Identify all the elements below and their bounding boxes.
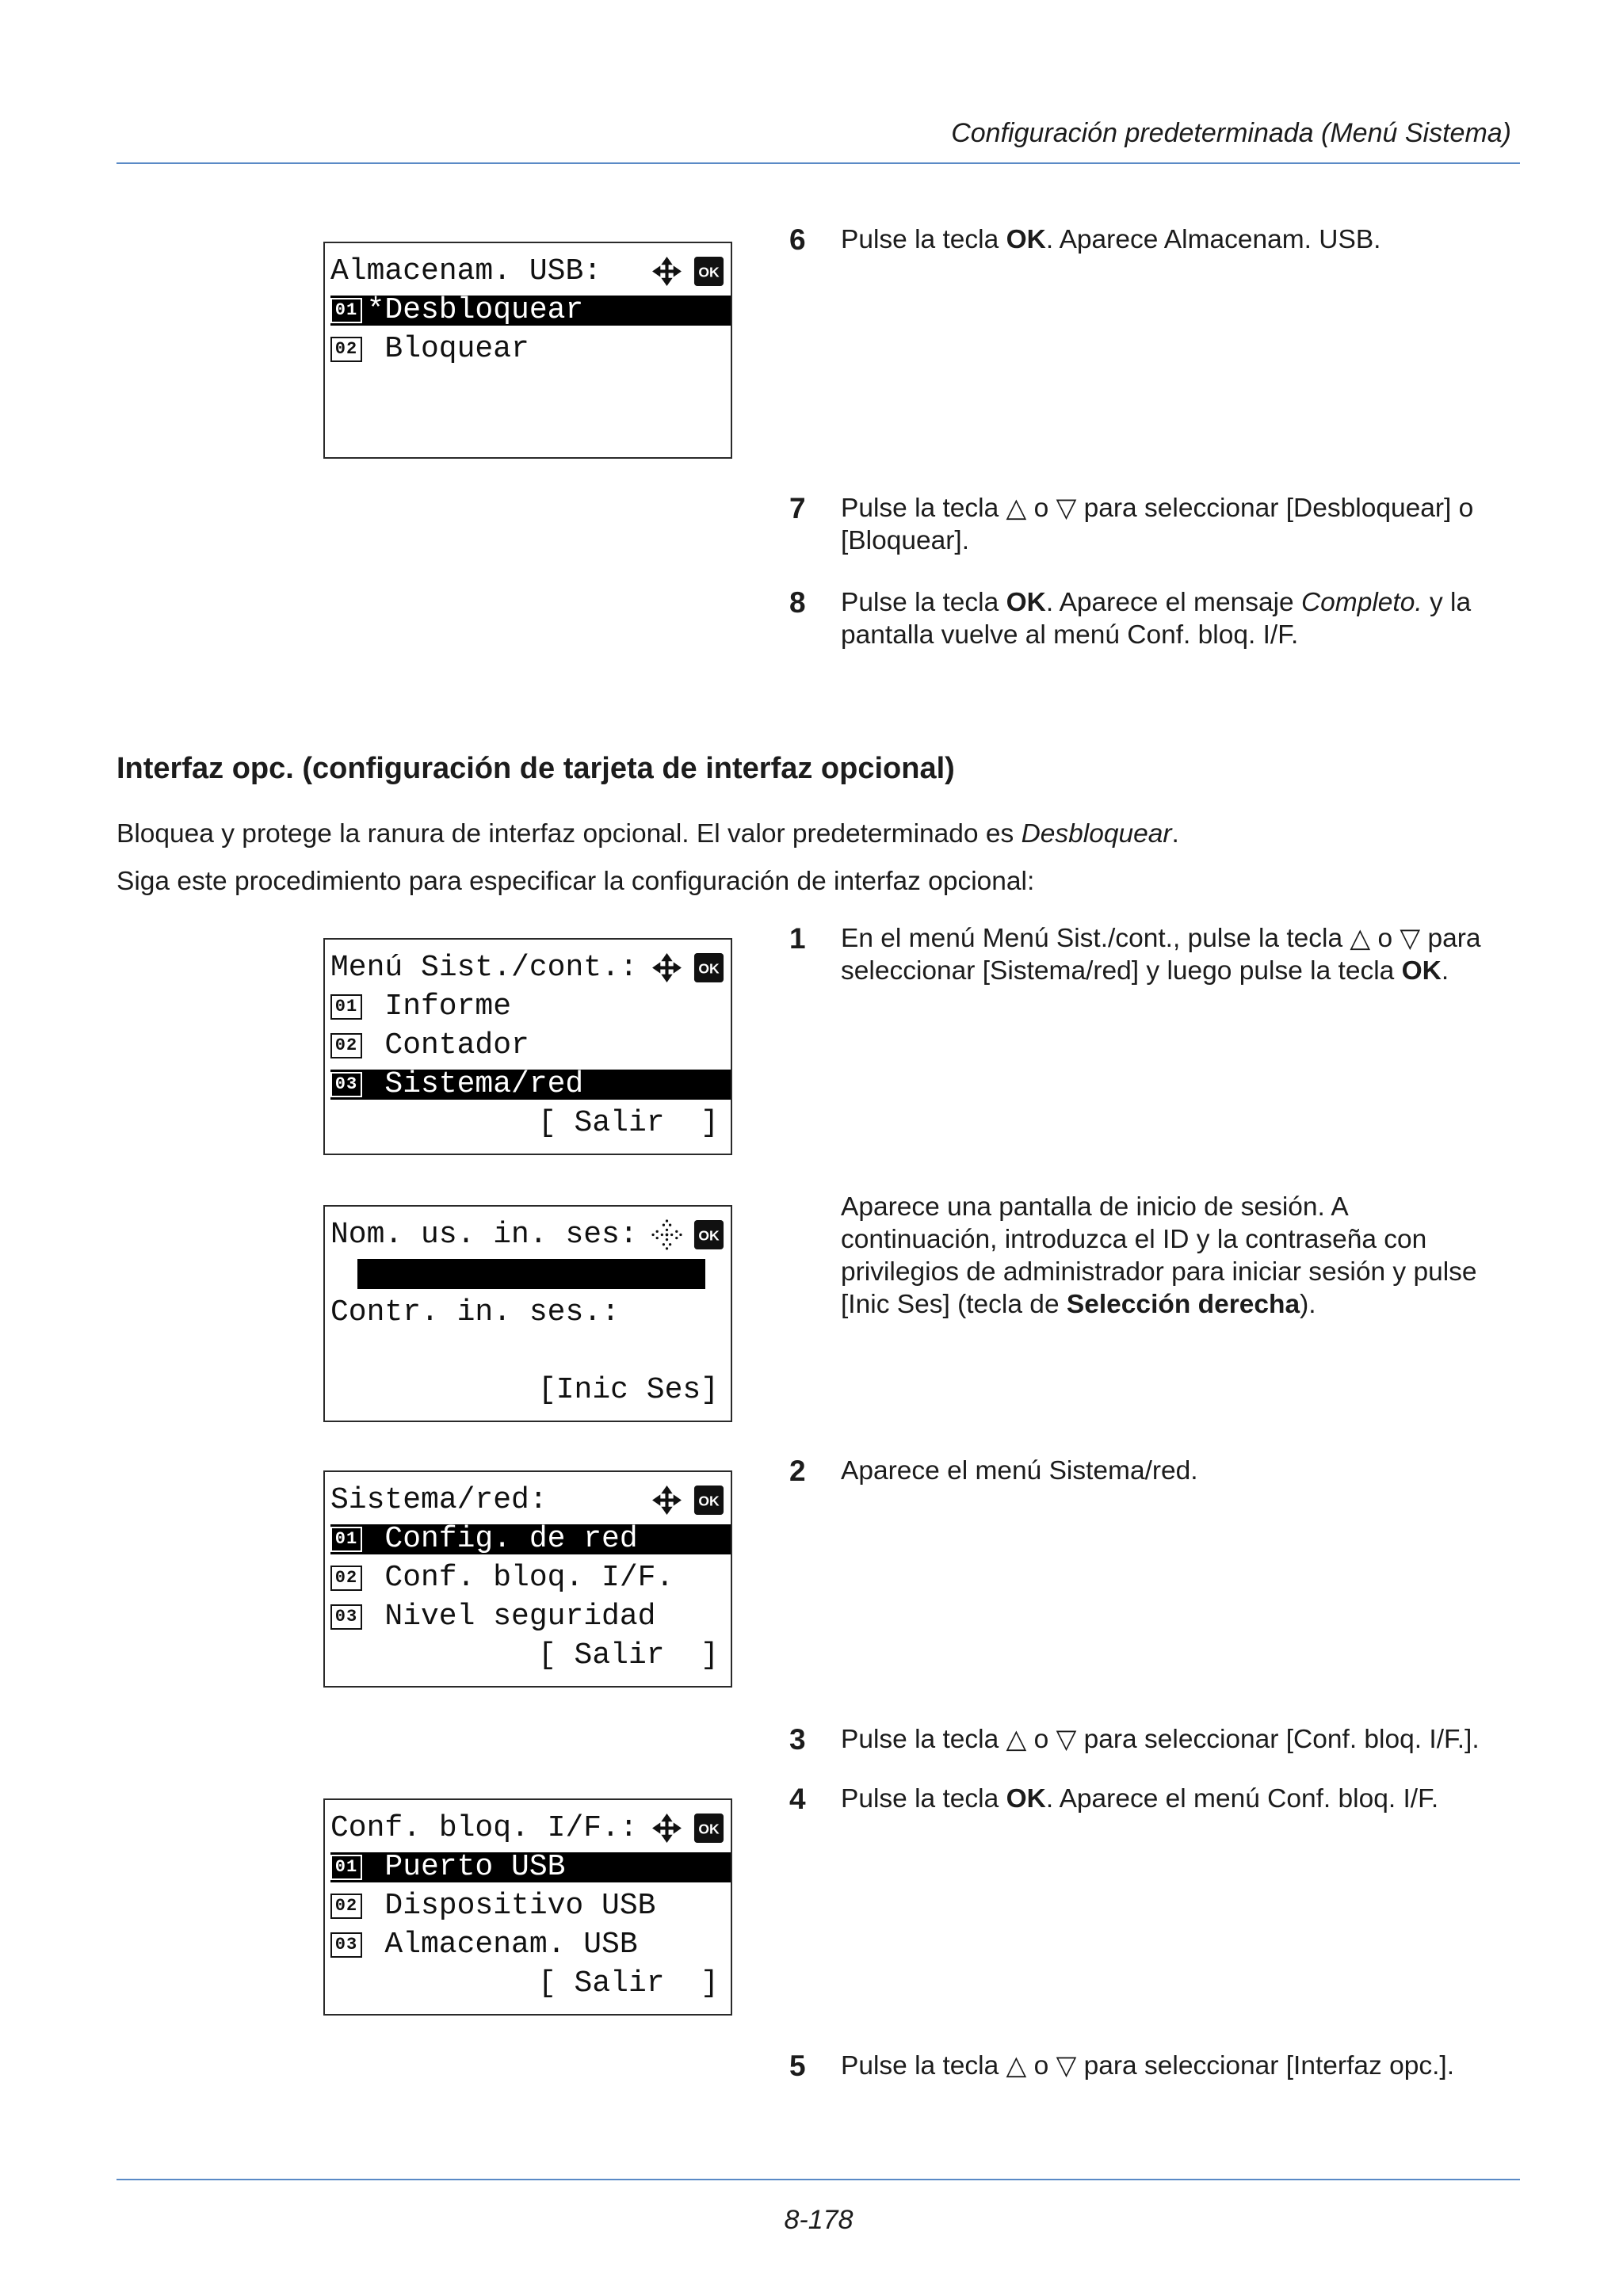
note-line: privilegios de administrador para iniciar sesión y pulse [841, 1257, 1477, 1287]
lcd-menu-row [325, 1848, 731, 1886]
text-run: Bloquea y protege la ranura de interfaz opcional. El valor predeterminado es [116, 819, 1022, 849]
step-text-line [841, 1783, 1534, 1815]
step-text-line: pantalla vuelve al menú Conf. bloq. I/F. [841, 620, 1299, 650]
lcd-menu-line [330, 293, 731, 327]
key-name: OK [1006, 225, 1046, 254]
step-text [841, 1455, 1534, 1487]
item-number: 03 [330, 1932, 362, 1958]
text-run: . Aparece el mensaje [1045, 588, 1301, 617]
lcd-menu-line [330, 334, 731, 364]
step-text-line [841, 586, 1534, 619]
four-way-arrow-icon [651, 1484, 683, 1516]
lcd-menu-row [325, 1886, 731, 1925]
lcd-menu-row [325, 1925, 731, 1964]
lcd-title-row [325, 1481, 731, 1520]
lcd-menu-label: Almacenam. USB [366, 1928, 638, 1962]
lcd-menu-row [325, 1026, 731, 1065]
text-run: . [1441, 956, 1449, 986]
password-label: Contr. in. ses.: [330, 1295, 620, 1329]
lcd-title-row [325, 252, 731, 291]
default-value: Desbloquear [1021, 819, 1172, 849]
ok-key-icon [693, 256, 724, 287]
lcd-screen-system-network [323, 1470, 732, 1688]
step-7 [789, 492, 1534, 557]
item-number: 01 [330, 1855, 362, 1880]
item-number-badge [330, 1566, 367, 1591]
procedure-intro: Siga este procedimiento para especificar la configuración de interfaz opcional: [116, 867, 1035, 896]
item-number: 02 [330, 1894, 362, 1919]
lcd-title: Conf. bloq. I/F.: [330, 1811, 638, 1845]
lcd-input-row [325, 1254, 731, 1293]
item-number-badge [330, 298, 367, 323]
lcd-menu-line [330, 1852, 731, 1882]
lcd-menu-line [330, 1524, 731, 1554]
step-text [841, 1723, 1534, 1756]
key-name: Selección derecha [1066, 1290, 1300, 1319]
lcd-menu-row [325, 1520, 731, 1558]
lcd-menu-row [325, 1065, 731, 1104]
item-number: 02 [330, 337, 362, 362]
step-text-line: Pulse la tecla △ o ▽ para seleccionar [Desbloquear] o [841, 494, 1474, 523]
lcd-menu-line [330, 1067, 731, 1101]
item-number: 02 [330, 1033, 362, 1058]
lcd-menu-label: Sistema/red [366, 1067, 584, 1101]
item-number-badge [330, 1604, 367, 1630]
lcd-password-row [325, 1332, 731, 1371]
lcd-title-row [325, 1809, 731, 1848]
item-number-badge [330, 1527, 367, 1552]
note-line [841, 1288, 1477, 1321]
step-number: 1 [789, 922, 806, 955]
lcd-title: Menú Sist./cont.: [330, 951, 638, 985]
item-number-badge [330, 1072, 367, 1097]
ok-key-label: OK [698, 960, 720, 977]
item-number-badge [330, 1894, 367, 1919]
lcd-menu-row [325, 987, 731, 1026]
lcd-menu-line [330, 1891, 731, 1921]
step-number: 5 [789, 2050, 806, 2082]
note-line: Aparece una pantalla de inicio de sesión. A [841, 1192, 1349, 1222]
four-way-arrow-icon [651, 1812, 683, 1844]
key-name: OK [1006, 588, 1046, 617]
ok-key-icon [693, 1219, 724, 1250]
item-number-badge [330, 1855, 367, 1880]
footer-rule [116, 2179, 1520, 2180]
step-5 [789, 2050, 1534, 2082]
item-number-badge [330, 1932, 367, 1958]
lcd-menu-line [330, 1602, 731, 1632]
ok-key-icon [693, 952, 724, 983]
ok-key-icon [693, 1485, 724, 1516]
text-run: Pulse la tecla [841, 225, 1006, 254]
item-number-badge [330, 994, 367, 1020]
lcd-menu-label: Conf. bloq. I/F. [366, 1561, 674, 1595]
item-number: 03 [330, 1072, 362, 1097]
item-number: 02 [330, 1566, 362, 1591]
lcd-menu-label: Dispositivo USB [366, 1889, 656, 1923]
item-number: 03 [330, 1604, 362, 1630]
lcd-menu-row [325, 1558, 731, 1597]
key-name: OK [1401, 956, 1442, 986]
lcd-title: Sistema/red: [330, 1483, 548, 1517]
step-number: 7 [789, 492, 806, 524]
step-number: 8 [789, 586, 806, 619]
running-header: Configuración predeterminada (Menú Sistema) [951, 118, 1511, 148]
text-run: . Aparece Almacenam. USB. [1045, 225, 1381, 254]
lcd-menu-label: Config. de red [366, 1522, 638, 1556]
lcd-menu-label: *Desbloquear [366, 293, 584, 327]
step-text [841, 586, 1534, 651]
lcd-menu-row [325, 291, 731, 330]
text-run: Pulse la tecla [841, 1784, 1006, 1814]
lcd-menu-line [330, 992, 731, 1022]
lcd-softkey: [ Salir ] [537, 1638, 719, 1672]
item-number: 01 [330, 1527, 362, 1552]
step-8 [789, 586, 1534, 651]
step-2 [789, 1455, 1534, 1487]
lcd-title: Almacenam. USB: [330, 254, 602, 288]
lcd-menu-line [330, 1930, 731, 1960]
step-text-line: Aparece el menú Sistema/red. [841, 1456, 1198, 1486]
text-run: Pulse la tecla [841, 588, 1006, 617]
lcd-softkey: [Inic Ses] [537, 1373, 719, 1407]
text-run: seleccionar [Sistema/red] y luego pulse la tecla [841, 956, 1402, 986]
login-name-field [357, 1259, 705, 1289]
step-3 [789, 1723, 1534, 1756]
header-rule [116, 162, 1520, 164]
item-number-badge [330, 1033, 367, 1058]
text-run: ). [1300, 1290, 1316, 1319]
lcd-title-row [325, 948, 731, 987]
lcd-menu-row [325, 330, 731, 368]
four-way-arrow-icon [651, 255, 683, 288]
step-text-line [841, 955, 1534, 987]
lcd-screen-usb-storage [323, 242, 732, 459]
step-number: 3 [789, 1723, 806, 1756]
ok-key-label: OK [698, 1493, 720, 1509]
ok-key-label: OK [698, 1227, 720, 1244]
page-number: 8-178 [784, 2205, 854, 2235]
ok-key-icon [693, 1813, 724, 1844]
step-number: 4 [789, 1783, 806, 1815]
text-run: [Inic Ses] (tecla de [841, 1290, 1067, 1319]
lcd-screen-system-menu [323, 938, 732, 1155]
lcd-screen-interface-block [323, 1798, 732, 2016]
lcd-menu-row [325, 1597, 731, 1636]
message-name: Completo. [1300, 588, 1423, 617]
step-text-line [841, 223, 1534, 256]
key-name: OK [1006, 1784, 1046, 1814]
text-run: . Aparece el menú Conf. bloq. I/F. [1045, 1784, 1439, 1814]
section-heading: Interfaz opc. (configuración de tarjeta de interfaz opcional) [116, 752, 955, 785]
step-text [841, 492, 1534, 557]
lcd-menu-label: Contador [366, 1028, 529, 1062]
login-note [841, 1191, 1477, 1321]
note-line: continuación, introduzca el ID y la contraseña con [841, 1225, 1427, 1254]
lcd-softkey: [ Salir ] [537, 1966, 719, 2000]
step-text-line: En el menú Menú Sist./cont., pulse la tecla △ o ▽ para [841, 924, 1481, 953]
item-number-badge [330, 337, 367, 362]
item-number: 01 [330, 298, 362, 323]
lcd-menu-line [330, 1028, 731, 1062]
step-number: 6 [789, 223, 806, 256]
step-text-line: [Bloquear]. [841, 526, 970, 555]
lcd-menu-label: Nivel seguridad [366, 1600, 656, 1634]
text-run: . [1171, 819, 1179, 849]
four-way-arrow-icon [651, 952, 683, 984]
lcd-menu-label: Puerto USB [366, 1850, 566, 1884]
lcd-menu-line [330, 1563, 731, 1593]
lcd-title-row [325, 1215, 731, 1254]
item-number: 01 [330, 994, 362, 1020]
lcd-title: Nom. us. in. ses: [330, 1218, 638, 1252]
lcd-label-row [325, 1293, 731, 1332]
lcd-screen-login [323, 1205, 732, 1422]
step-text-line: Pulse la tecla △ o ▽ para seleccionar [Conf. bloq. I/F.]. [841, 1725, 1480, 1754]
lcd-menu-label: Bloquear [366, 332, 529, 366]
step-number: 2 [789, 1455, 806, 1487]
text-run: y la [1422, 588, 1472, 617]
step-1 [789, 922, 1534, 987]
step-text-line: Pulse la tecla △ o ▽ para seleccionar [Interfaz opc.]. [841, 2051, 1455, 2081]
step-text [841, 1783, 1534, 1815]
step-4 [789, 1783, 1534, 1815]
ok-key-label: OK [698, 1821, 720, 1837]
step-text [841, 223, 1534, 256]
step-6 [789, 223, 1534, 256]
step-text [841, 2050, 1534, 2082]
ok-key-label: OK [698, 264, 720, 280]
intro-paragraph [116, 818, 1179, 850]
dotted-four-way-arrow-icon [651, 1219, 683, 1251]
step-text [841, 922, 1534, 987]
lcd-menu-label: Informe [366, 990, 512, 1024]
lcd-softkey: [ Salir ] [537, 1106, 719, 1140]
